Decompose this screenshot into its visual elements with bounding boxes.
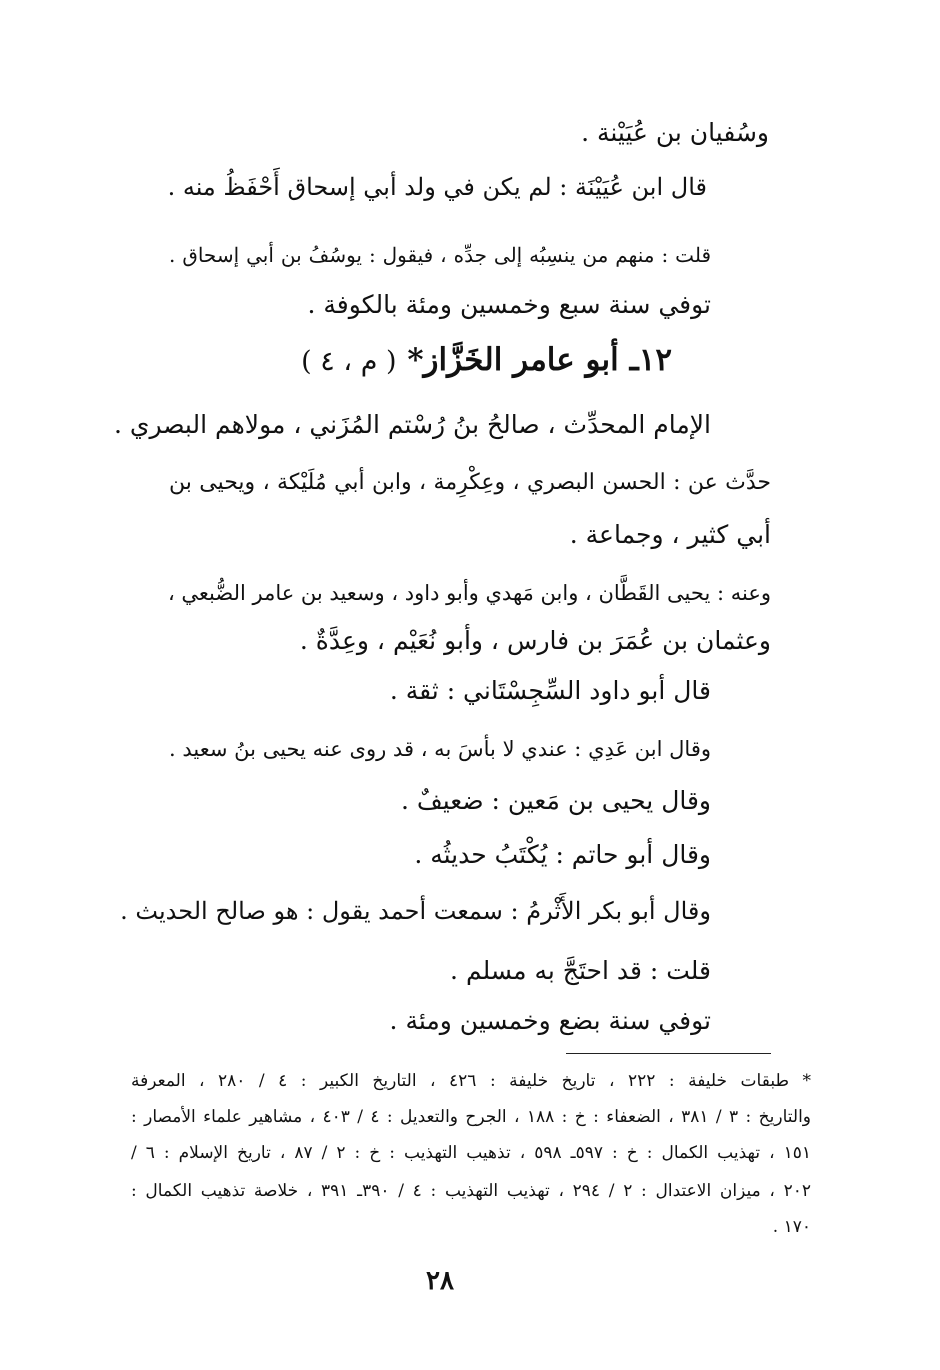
footnote-line: ١٥١ ، تهذيب الكمال : خ : ٥٩٧ـ ٥٩٨ ، تذهيب التهذيب : خ : ٢ / ٨٧ ، تاريخ الإسلام : ٦ / (131, 1143, 812, 1163)
entry-name: أبو عامر الخَزَّاز (423, 342, 619, 378)
text-line: قلت : منهم من ينسِبُه إلى جدِّه ، فيقول : يوسُفُ بن أبي إسحاق . (169, 243, 711, 267)
text-line: وقال أبو حاتم : يُكْتَبُ حديثُه . (414, 840, 711, 869)
text-line: توفي سنة بضع وخمسين ومئة . (389, 1006, 711, 1035)
footnote-line: والتاريخ : ٣ / ٣٨١ ، الضعفاء : خ : ١٨٨ ، الجرح والتعديل : ٤ / ٤٠٣ ، مشاهير علماء الأمصار : (131, 1107, 812, 1127)
text-line: وقال ابن عَدِي : عندي لا بأسَ به ، قد روى عنه يحيى بنُ سعيد . (169, 737, 711, 761)
text-line: وقال يحيى بن مَعين : ضعيفٌ . (400, 786, 711, 815)
text-line: قلت : قد احتَجَّ به مسلم . (450, 956, 711, 985)
footnote-line: * طبقات خليفة : ٢٢٢ ، تاريخ خليفة : ٤٢٦ ، التاريخ الكبير : ٤ / ٢٨٠ ، المعرفة (131, 1071, 811, 1091)
text-line: وعثمان بن عُمَرَ بن فارس ، وأبو نُعَيْم ، وعِدَّةٌ . (299, 626, 771, 655)
entry-number: ١٢ـ (629, 342, 672, 378)
text-line: وقال أبو بكر الأَثْرمُ : سمعت أحمد يقول : هو صالح الحديث . (120, 897, 711, 925)
text-line: أبي كثير ، وجماعة . (569, 520, 771, 549)
footnote-line: ٢٠٢ ، ميزان الاعتدال : ٢ / ٢٩٤ ، تهذيب التهذيب : ٤ / ٣٩٠ـ ٣٩١ ، خلاصة تذهيب الكمال : (131, 1181, 812, 1201)
text-line: قال ابن عُيَيْنَة : لم يكن في ولد أبي إسحاق أَحْفَظُ منه . (167, 173, 707, 201)
text-line: الإمام المحدِّث ، صالحُ بنُ رُسْتم المُزَني ، مولاهم البصري . (114, 410, 711, 439)
entry-heading (301, 340, 672, 382)
entry-codes: ( م ، ٤ ) (301, 346, 397, 377)
text-line: حدَّث عن : الحسن البصري ، وعِكْرِمة ، وابن أبي مُلَيْكة ، ويحيى بن (169, 470, 771, 495)
footnote-separator (566, 1053, 771, 1054)
text-line: وعنه : يحيى القَطَّان ، وابن مَهدي وأبو داود ، وسعيد بن عامر الضُّبعي ، (167, 581, 771, 605)
text-line: وسُفيان بن عُيَيْنة . (581, 118, 769, 147)
footnote-line: ١٧٠ . (772, 1217, 811, 1237)
text-line: قال أبو داود السِّجِسْتَاني : ثقة . (389, 676, 711, 705)
footnote-marker: * (407, 342, 424, 378)
page-number: ٢٨ (426, 1266, 454, 1296)
text-line: توفي سنة سبع وخمسين ومئة بالكوفة . (307, 290, 711, 319)
